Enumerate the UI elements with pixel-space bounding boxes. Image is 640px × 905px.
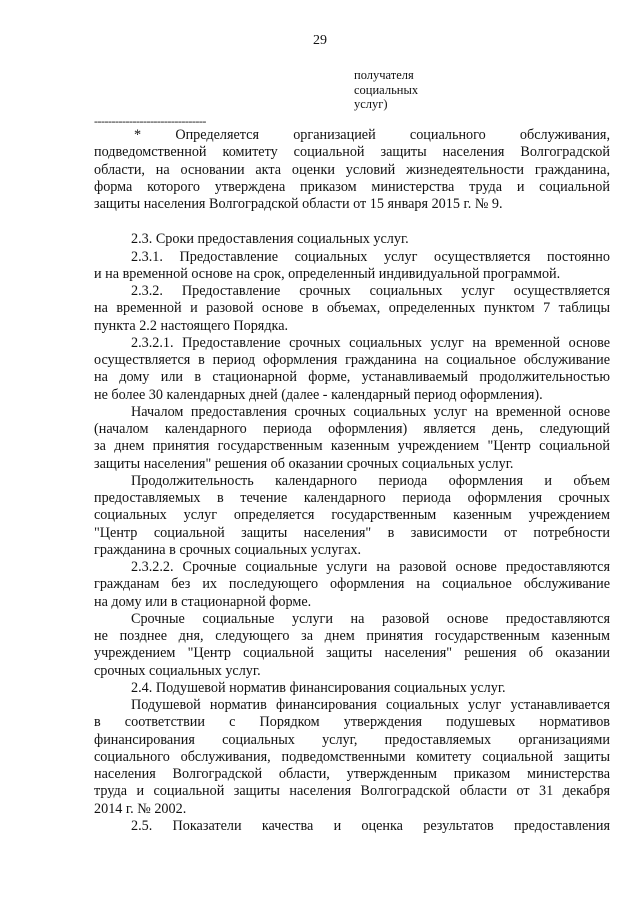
paragraph bbox=[94, 404, 610, 473]
text-line: населения Волгоградской области, утвержденным приказом министерства bbox=[94, 766, 610, 782]
continuation-line: социальных bbox=[354, 82, 419, 97]
text-line: 2.3. Сроки предоставления социальных услуг. bbox=[131, 231, 409, 248]
text-line: 2014 г. № 2002. bbox=[94, 800, 187, 817]
text-line: пункта 2.2 настоящего Порядка. bbox=[94, 317, 289, 334]
text-line: на дому или в стационарной форме. bbox=[94, 593, 312, 610]
text-line: форма которого утверждена приказом министерства труда и социальной bbox=[94, 178, 610, 195]
text-line: социальных услуг определяется государственным казенным учреждением bbox=[94, 507, 610, 524]
text-line: социального обслуживания, подведомственными комитету социальной защиты bbox=[94, 748, 610, 765]
document-body bbox=[94, 127, 610, 835]
section-heading bbox=[94, 231, 610, 248]
text-line: защиты населения" решения об оказании срочных социальных услуг. bbox=[94, 455, 514, 472]
text-line: гражданам без их последующего оформления на социальное обслуживание bbox=[94, 576, 610, 593]
paragraph bbox=[94, 335, 610, 404]
text-line: на дому или в стационарной форме, устанавливаемый продолжительностью bbox=[94, 369, 610, 386]
text-line: * Определяется организацией социального обслуживания, bbox=[134, 127, 610, 143]
section-heading bbox=[94, 680, 610, 697]
paragraph bbox=[94, 559, 610, 611]
text-line: Продолжительность календарного периода оформления и объем bbox=[131, 472, 610, 489]
text-line: гражданина в срочных социальных услугах. bbox=[94, 541, 362, 558]
text-line: на временной и разовой основе в объемах, определенных пунктом 7 таблицы bbox=[94, 300, 610, 317]
text-line: предоставляемых в течение календарного периода оформления срочных bbox=[94, 490, 610, 506]
text-line: в соответствии с Порядком утверждения подушевых нормативов bbox=[94, 714, 610, 731]
text-line: 2.4. Подушевой норматив финансирования социальных услуг. bbox=[131, 679, 506, 696]
text-line: финансирования социальных услуг, предоставляемых организациями bbox=[94, 731, 610, 748]
text-line: Началом предоставления срочных социальных услуг на временной основе bbox=[131, 403, 610, 420]
text-line: не более 30 календарных дней (далее - календарный период оформления). bbox=[94, 386, 543, 403]
text-line: учреждением "Центр социальной защиты населения" решения об оказании bbox=[94, 645, 610, 662]
text-line: Срочные социальные услуги на разовой основе предоставляются bbox=[131, 610, 610, 627]
footnote bbox=[94, 127, 610, 213]
text-line: защиты населения Волгоградской области от 15 января 2015 г. № 9. bbox=[94, 196, 503, 212]
table-cell-continuation bbox=[354, 68, 474, 112]
text-line: не позднее дня, следующего за днем принятия государственным казенным bbox=[94, 628, 610, 644]
text-line: 2.3.2.2. Срочные социальные услуги на разовой основе предоставляются bbox=[131, 559, 610, 575]
text-line: 2.5. Показатели качества и оценка результатов предоставления bbox=[131, 817, 610, 834]
footnote-separator: -------------------------------- bbox=[94, 114, 206, 128]
text-line: срочных социальных услуг. bbox=[94, 662, 261, 679]
text-line: 2.3.2.1. Предоставление срочных социальных услуг на временной основе bbox=[131, 334, 610, 351]
paragraph bbox=[94, 283, 610, 335]
text-line: осуществляется в период оформления гражданина на социальное обслуживание bbox=[94, 352, 610, 368]
text-line: Подушевой норматив финансирования социальных услуг устанавливается bbox=[131, 697, 610, 713]
text-line: труда и социальной защиты населения Волгоградской области от 31 декабря bbox=[94, 783, 610, 800]
paragraph bbox=[94, 611, 610, 680]
continuation-line: получателя bbox=[354, 68, 414, 82]
page-number: 29 bbox=[313, 33, 327, 48]
paragraph bbox=[94, 249, 610, 284]
text-line: за днем принятия государственным казенным учреждением "Центр социальной bbox=[94, 438, 610, 455]
text-line: (началом календарного периода оформления) является день, следующий bbox=[94, 421, 610, 437]
section-heading bbox=[94, 818, 610, 835]
text-line: "Центр социальной защиты населения" в зависимости от потребности bbox=[94, 524, 610, 541]
text-line: и на временной основе на срок, определенный индивидуальной программой. bbox=[94, 265, 561, 282]
paragraph bbox=[94, 697, 610, 818]
continuation-line: услуг) bbox=[354, 97, 388, 111]
text-line: 2.3.1. Предоставление социальных услуг осуществляется постоянно bbox=[131, 248, 610, 265]
paragraph bbox=[94, 473, 610, 559]
text-line: 2.3.2. Предоставление срочных социальных услуг осуществляется bbox=[131, 283, 610, 299]
text-line: области, на основании акта оценки условий жизнедеятельности гражданина, bbox=[94, 161, 610, 178]
text-line: подведомственной комитету социальной защиты населения Волгоградской bbox=[94, 144, 610, 161]
